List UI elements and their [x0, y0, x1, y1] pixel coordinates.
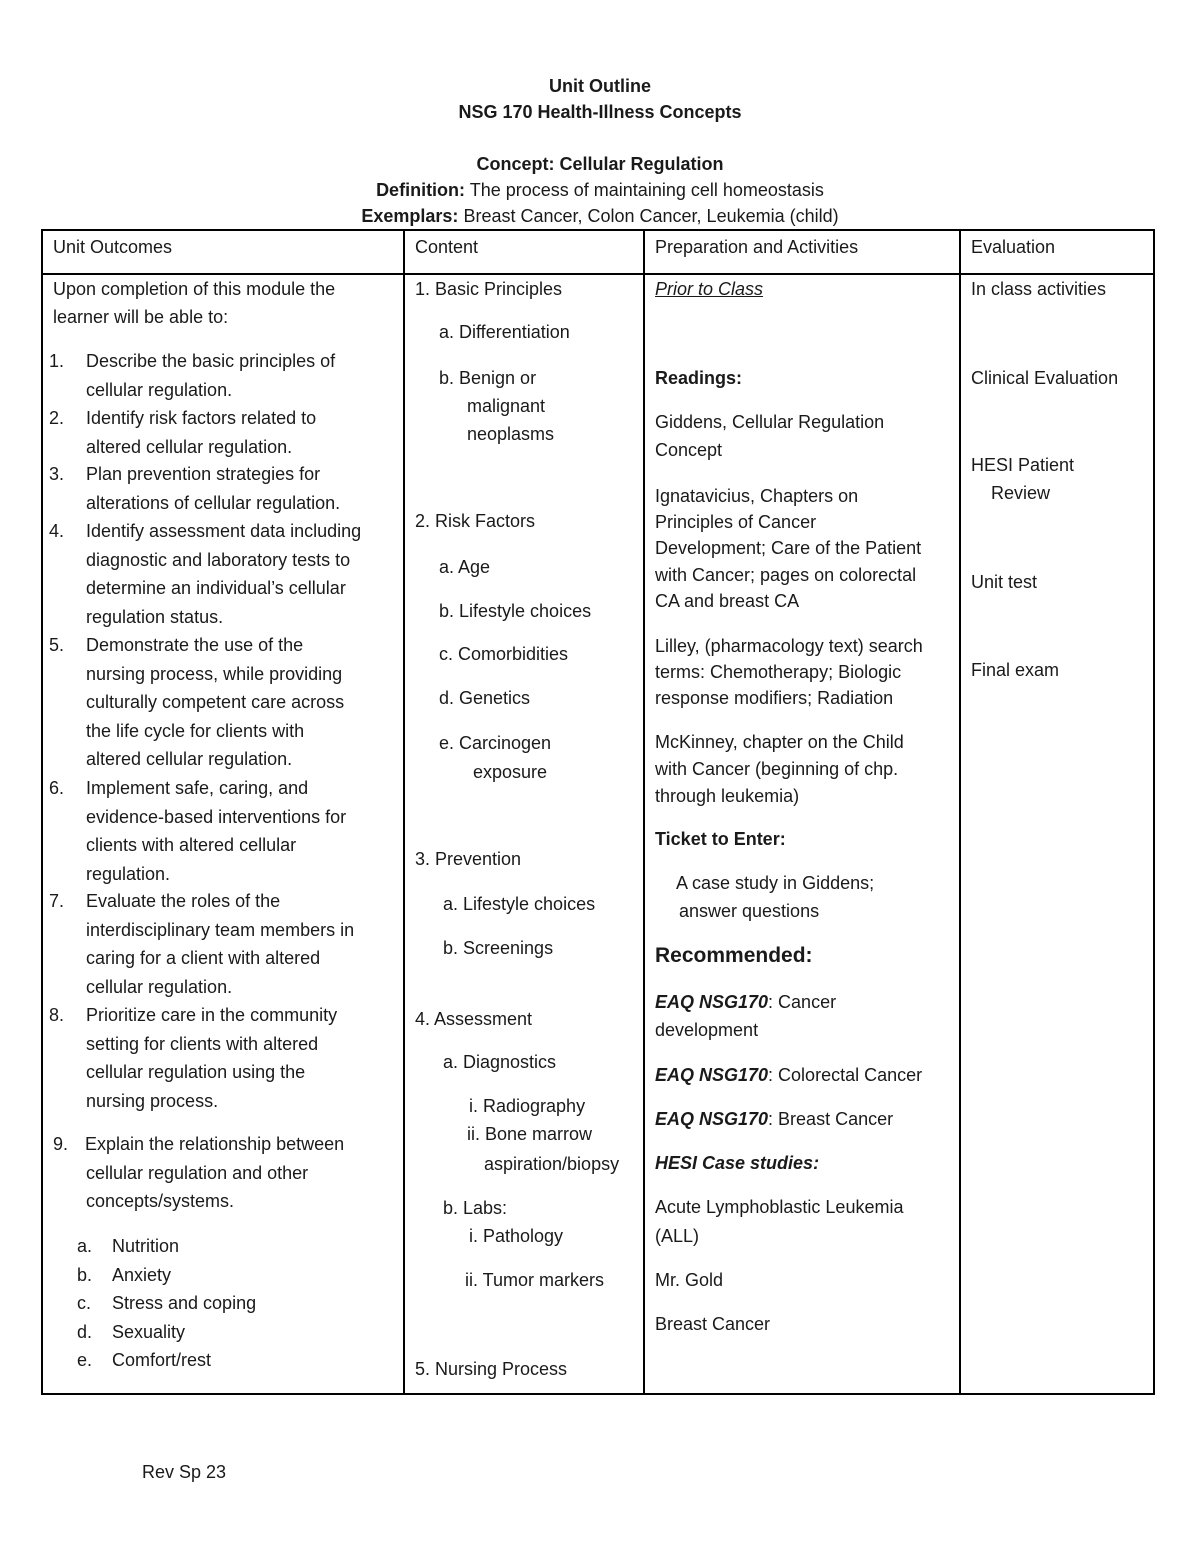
outcome-text: Plan prevention strategies for	[86, 464, 321, 484]
column-divider	[403, 231, 405, 1393]
outcome-sub-text: Anxiety	[112, 1264, 172, 1285]
outcome-text: culturally competent care across	[86, 692, 345, 712]
content-item: i. Radiography	[469, 1096, 586, 1116]
outcome-number: 4.	[49, 521, 65, 541]
exemplars-line	[0, 205, 1200, 227]
eaq-item	[655, 1105, 893, 1133]
eaq-item	[655, 988, 836, 1016]
outcome-text: setting for clients with altered	[86, 1033, 319, 1054]
revision-footer: Rev Sp 23	[142, 1462, 227, 1482]
reading-item: through leukemia)	[655, 786, 800, 806]
content-item: a. Differentiation	[439, 322, 570, 342]
reading-item: Principles of Cancer	[655, 512, 817, 532]
concept-line: Concept: Cellular Regulation	[476, 154, 724, 174]
outcome-number: 8.	[49, 1005, 65, 1025]
eaq-text: : Cancer	[768, 992, 837, 1012]
outcome-sub-text: Nutrition	[112, 1236, 180, 1256]
eaq-text: : Breast Cancer	[768, 1109, 894, 1129]
outcome-text: Explain the relationship between	[85, 1134, 345, 1154]
outcome-text: altered cellular regulation.	[86, 436, 293, 457]
hesi-heading: HESI Case studies:	[655, 1153, 820, 1173]
outcome-text: determine an individual’s cellular	[86, 578, 346, 598]
outcome-text: Identify risk factors related to	[86, 408, 317, 428]
content-item: b. Benign or	[439, 368, 537, 388]
content-item: b. Screenings	[443, 938, 554, 958]
outcome-text: evidence-based interventions for	[86, 806, 347, 827]
outcome-text: Prioritize care in the community	[86, 1005, 338, 1025]
outcome-text: Implement safe, caring, and	[86, 778, 309, 798]
outcome-sub-letter: a.	[77, 1236, 93, 1256]
outcome-number: 2.	[49, 408, 65, 428]
column-divider	[959, 231, 961, 1393]
reading-item: McKinney, chapter on the Child	[655, 732, 904, 752]
eaq-label: EAQ NSG170	[655, 1065, 769, 1085]
content-item: neoplasms	[467, 424, 555, 444]
content-item: a. Lifestyle choices	[443, 894, 596, 914]
outcome-sub-letter: d.	[77, 1321, 93, 1342]
evaluation-item: Clinical Evaluation	[971, 368, 1119, 388]
outcome-text: Identify assessment data including	[86, 521, 362, 541]
content-item: b. Lifestyle choices	[439, 601, 592, 621]
outcome-text: diagnostic and laboratory tests to	[86, 549, 351, 570]
outcome-sub-letter: b.	[77, 1264, 93, 1285]
outcome-text: cellular regulation and other	[86, 1162, 309, 1183]
outcome-number: 1.	[49, 351, 65, 371]
outcome-sub-text: Sexuality	[112, 1321, 186, 1342]
reading-item: Lilley, (pharmacology text) search	[655, 636, 923, 656]
exemplars-text: Breast Cancer, Colon Cancer, Leukemia (child)	[463, 206, 839, 226]
hesi-item: (ALL)	[655, 1226, 700, 1246]
outcome-text: clients with altered cellular	[86, 835, 297, 855]
outcome-number: 5.	[49, 635, 65, 655]
evaluation-item: Review	[991, 483, 1051, 503]
exemplars-label: Exemplars:	[361, 206, 459, 226]
content-item: e. Carcinogen	[439, 733, 552, 753]
reading-item: with Cancer (beginning of chp.	[655, 759, 899, 779]
reading-item: terms: Chemotherapy; Biologic	[655, 662, 902, 682]
outcome-text: nursing process.	[86, 1090, 219, 1111]
content-heading: 3. Prevention	[415, 849, 522, 869]
column-divider	[643, 231, 645, 1393]
definition-text: The process of maintaining cell homeostasis	[469, 180, 824, 200]
ticket-item: A case study in Giddens;	[676, 873, 875, 893]
definition-line	[0, 179, 1200, 201]
content-item: b. Labs:	[443, 1198, 508, 1218]
content-item: ii. Tumor markers	[465, 1270, 605, 1290]
reading-item: with Cancer; pages on colorectal	[655, 565, 917, 585]
outcome-text: altered cellular regulation.	[86, 749, 293, 769]
eaq-item: development	[655, 1020, 759, 1040]
outcome-sub-text: Comfort/rest	[112, 1350, 212, 1370]
outcome-sub-text: Stress and coping	[112, 1293, 257, 1313]
outcome-number: 9.	[53, 1134, 69, 1154]
definition-label: Definition:	[376, 180, 466, 200]
outcome-text: the life cycle for clients with	[86, 720, 305, 741]
ticket-item: answer questions	[679, 901, 820, 921]
outcome-text: caring for a client with altered	[86, 948, 321, 968]
evaluation-item: Final exam	[971, 660, 1060, 680]
content-item: aspiration/biopsy	[484, 1154, 620, 1174]
content-item: malignant	[467, 396, 546, 416]
outcome-text: alterations of cellular regulation.	[86, 492, 341, 513]
content-heading: 5. Nursing Process	[415, 1359, 568, 1379]
content-heading: 2. Risk Factors	[415, 511, 536, 531]
reading-item: response modifiers; Radiation	[655, 688, 894, 708]
hesi-item: Mr. Gold	[655, 1270, 724, 1290]
outcomes-intro: learner will be able to:	[53, 307, 229, 327]
reading-item: CA and breast CA	[655, 591, 800, 611]
eaq-item	[655, 1061, 922, 1089]
col-header-evaluation: Evaluation	[971, 237, 1056, 257]
outcome-number: 6.	[49, 778, 65, 798]
outcome-text: regulation.	[86, 863, 171, 884]
hesi-item: Acute Lymphoblastic Leukemia	[655, 1197, 904, 1217]
ticket-heading: Ticket to Enter:	[655, 829, 786, 849]
content-item: i. Pathology	[469, 1226, 564, 1246]
content-item: exposure	[473, 762, 548, 782]
content-item: c. Comorbidities	[439, 644, 569, 664]
content-heading: 1. Basic Principles	[415, 279, 563, 299]
reading-item: Development; Care of the Patient	[655, 538, 922, 558]
reading-item: Giddens, Cellular Regulation	[655, 412, 885, 432]
outcome-number: 7.	[49, 891, 65, 911]
evaluation-item: HESI Patient	[971, 455, 1075, 475]
prior-to-class: Prior to Class	[655, 279, 764, 299]
outcome-text: interdisciplinary team members in	[86, 919, 355, 940]
content-item: ii. Bone marrow	[467, 1124, 593, 1144]
col-header-outcomes: Unit Outcomes	[53, 237, 173, 257]
content-item: a. Diagnostics	[443, 1052, 557, 1072]
eaq-label: EAQ NSG170	[655, 1109, 769, 1129]
outcome-text: cellular regulation using the	[86, 1062, 306, 1082]
outcome-number: 3.	[49, 464, 65, 484]
outcome-sub-letter: c.	[77, 1293, 92, 1313]
outcome-text: cellular regulation.	[86, 379, 233, 400]
outcome-text: Evaluate the roles of the	[86, 891, 281, 911]
content-item: a. Age	[439, 557, 491, 577]
outcome-text: cellular regulation.	[86, 976, 233, 997]
outcomes-intro: Upon completion of this module the	[53, 279, 336, 299]
eaq-text: : Colorectal Cancer	[768, 1065, 923, 1085]
hesi-item: Breast Cancer	[655, 1314, 771, 1334]
outcome-text: regulation status.	[86, 606, 224, 627]
page-title: Unit Outline	[549, 76, 651, 96]
col-header-content: Content	[415, 237, 479, 257]
outcome-text: concepts/systems.	[86, 1191, 235, 1211]
course-title: NSG 170 Health-Illness Concepts	[458, 102, 742, 122]
evaluation-item: In class activities	[971, 279, 1107, 299]
outcome-sub-letter: e.	[77, 1350, 93, 1370]
outcome-text: nursing process, while providing	[86, 663, 343, 684]
evaluation-item: Unit test	[971, 572, 1038, 592]
reading-item: Concept	[655, 440, 723, 460]
eaq-label: EAQ NSG170	[655, 992, 769, 1012]
col-header-preparation: Preparation and Activities	[655, 237, 859, 257]
recommended-heading: Recommended:	[655, 944, 813, 967]
outline-table	[41, 229, 1155, 1395]
outcome-text: Demonstrate the use of the	[86, 635, 304, 655]
outcome-text: Describe the basic principles of	[86, 351, 336, 371]
content-item: d. Genetics	[439, 688, 531, 708]
reading-item: Ignatavicius, Chapters on	[655, 486, 859, 506]
content-heading: 4. Assessment	[415, 1009, 533, 1029]
readings-heading: Readings:	[655, 368, 743, 388]
